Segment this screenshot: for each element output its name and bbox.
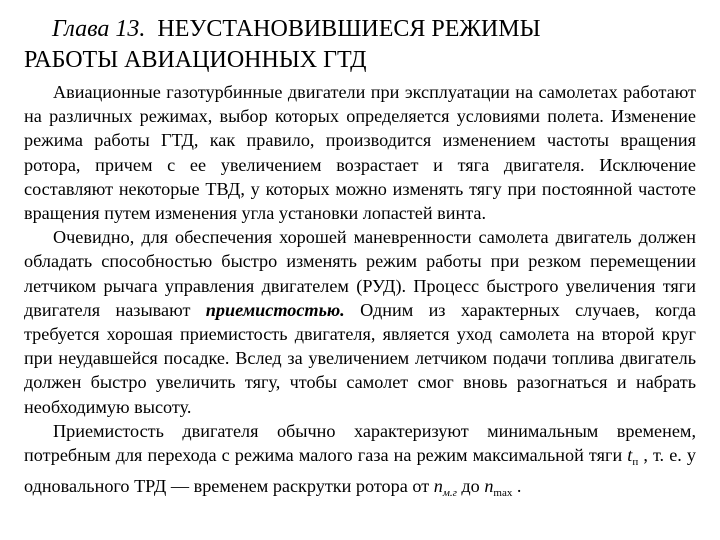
paragraph-1-text: Авиационные газотурбинные двигатели при эксплуатации на самолетах работают на различных режимах, выбор которых определяется условиями полета. Изменение режима работы ГТД, как правило, производится изменением частоты вращения ротора, причем с ее увеличением возрастает и тяга двигателя. Исключение составляют некоторые ТВД, у которых можно изменять тягу при постоянной частоте вращения путем изменения угла установки лопастей винта. — [24, 82, 696, 224]
paragraph-2 — [24, 225, 696, 419]
symbol-t-p: $t_п$ — [627, 445, 639, 469]
paragraph-3-mid: , т. е. у одновального ТРД — временем раскрутки ротора от — [24, 445, 697, 497]
chapter-title-line1: НЕУСТАНОВИВШИЕСЯ РЕЖИМЫ — [157, 16, 541, 42]
paragraph-3-end: . — [512, 476, 522, 497]
chapter-title-line2: РАБОТЫ АВИАЦИОННЫХ ГТД — [24, 47, 367, 73]
paragraph-3-to: до — [456, 476, 485, 497]
chapter-heading — [24, 14, 696, 76]
paragraph-1 — [24, 80, 696, 225]
symbol-n-mg: $n_{м.г}$ — [433, 476, 457, 500]
document-page — [24, 14, 696, 505]
chapter-number: Глава 13. — [52, 16, 146, 42]
paragraph-3-text: Приемистость двигателя обычно характеризуют минимальным временем, потребным для перехода с режима малого газа на режим максимальной тяги — [24, 420, 696, 466]
paragraph-2-text-after: Одним из характерных случаев, когда требуется хорошая приемистость двигателя, является уход самолета на второй круг при неудавшейся посадке. Вслед за увеличением летчиком подачи топлива двигатель должен быстро увеличить тягу, чтобы самолет смог вновь разогнаться и набрать необходимую высоту. — [24, 299, 696, 417]
symbol-n-max: $n_{max}$ — [484, 476, 513, 500]
term-priemistost: приемистостью. — [205, 299, 345, 320]
paragraph-2-text-before: Очевидно, для обеспечения хорошей маневренности самолета двигатель должен обладать способностью быстро изменять режим работы при резком перемещении летчиком рычага управления двигателем (РУД). Процесс быстрого увеличения тяги двигателя называют — [24, 227, 696, 320]
paragraph-3 — [24, 419, 696, 506]
